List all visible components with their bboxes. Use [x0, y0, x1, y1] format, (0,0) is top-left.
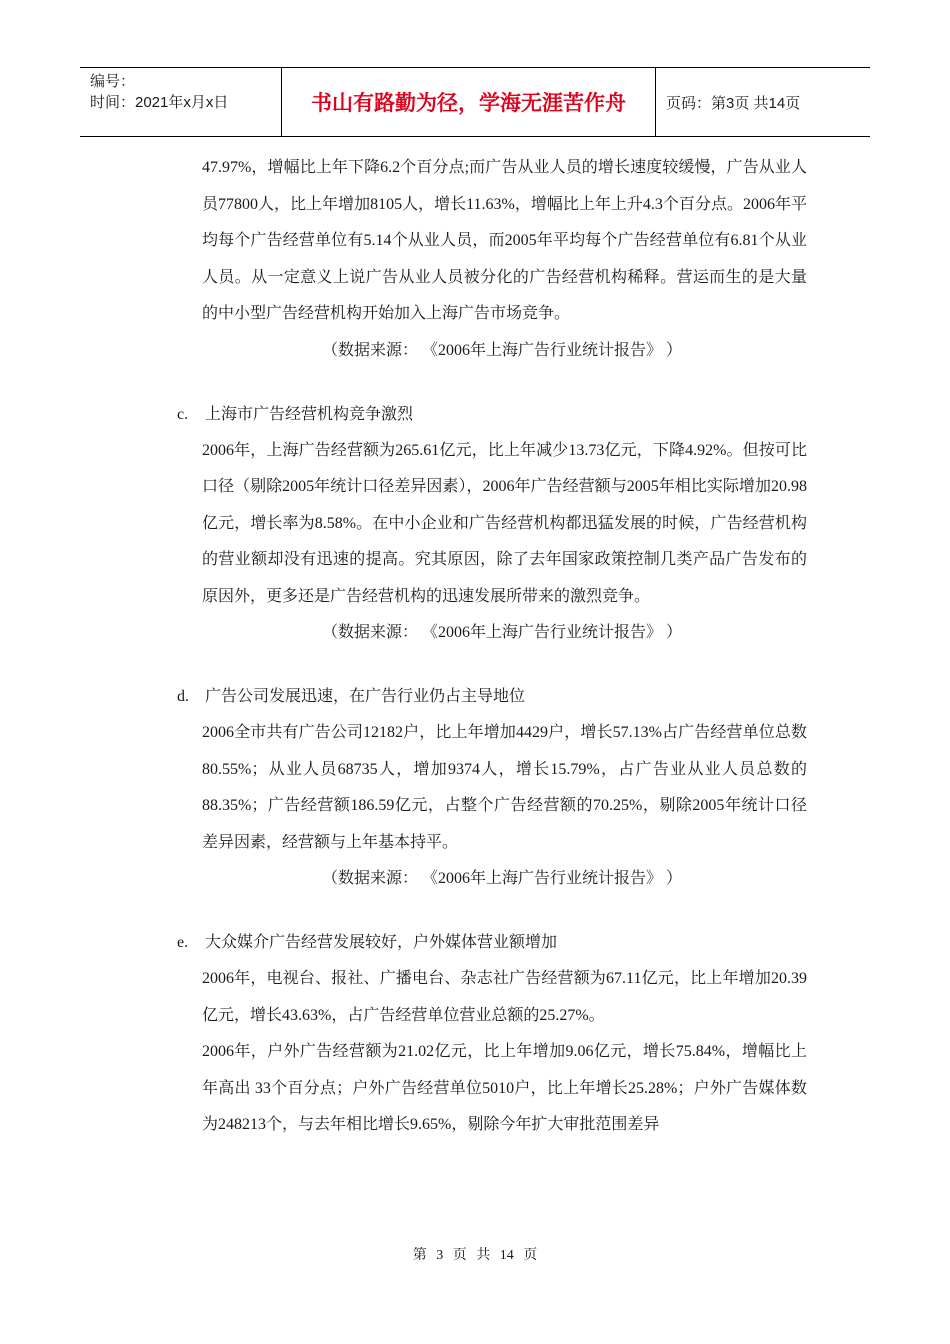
data-source-note: （数据来源： 《2006年上海广告行业统计报告》 ） [322, 624, 683, 641]
page-footer [0, 1244, 950, 1264]
section-marker: c. [177, 405, 189, 423]
footer-di: 第 [412, 1248, 427, 1263]
paragraph-outdoor-media: 2006年，户外广告经营额为21.02亿元，比上年增加9.06亿元，增长75.84%，增幅比上年高出 33个百分点；户外广告经营单位5010户，比上年增长25.28%；户外广告媒体数为248213个，与去年相比增长9.65%，剔除今年扩大审批范围差异 [202, 1043, 807, 1133]
footer-gong: 共 [476, 1248, 491, 1263]
header-meta [80, 68, 282, 136]
page-header [80, 67, 870, 137]
section-title: 大众媒介广告经营发展较好，户外媒体营业额增加 [205, 934, 558, 951]
paragraph-staff: 47.97%，增幅比上年下降6.2个百分点;而广告从业人员的增长速度较缓慢，广告从业人员77800人，比上年增加8105人，增长11.63%，增幅比上年上升4.3个百分点。2006年平均每个广告经营单位有5.14个从业人员，而2005年平均每个广告经营单位有6.81个从业人员。从一定意义上说广告从业人员被分化的广告经营机构稀释。营运而生的是大量的中小型广告经营机构开始加入上海广告市场竞争。 [202, 159, 807, 322]
paragraph-ad-companies: 2006全市共有广告公司12182户，比上年增加4429户，增长57.13%占广告经营单位总数80.55%；从业人员68735人，增加9374人，增长15.79%，占广告业从业人员总数的88.35%；广告经营额186.59亿元，占整个广告经营额的70.25%，剔除2005年统计口径差异因素，经营额与上年基本持平。 [202, 724, 807, 851]
footer-ye2: 页 [523, 1248, 538, 1263]
data-source-note: （数据来源： 《2006年上海广告行业统计报告》 ） [322, 870, 683, 887]
data-source-note: （数据来源： 《2006年上海广告行业统计报告》 ） [322, 341, 683, 359]
section-title: 广告公司发展迅速，在广告行业仍占主导地位 [205, 688, 526, 705]
footer-ye: 页 [452, 1248, 467, 1263]
section-heading-d [177, 679, 950, 715]
section-heading-e [177, 925, 950, 961]
section-marker: d. [177, 688, 189, 705]
section-title: 上海市广告经营机构竞争激烈 [205, 405, 414, 423]
paragraph-competition: 2006年，上海广告经营额为265.61亿元，比上年减少13.73亿元，下降4.92%。但按可比口径（剔除2005年统计口径差异因素），2006年广告经营额与2005年相比实际增加20.98亿元，增长率为8.58%。在中小企业和广告经营机构都迅猛发展的时候，广告经营机构的营业额却没有迅速的提高。究其原因，除了去年国家政策控制几类产品广告发布的原因外，更多还是广告经营机构的迅速发展所带来的激烈竞争。 [202, 441, 807, 605]
header-page-info: 页码：第3页 共14页 [666, 94, 801, 112]
section-marker: e. [177, 934, 189, 951]
footer-total-pages: 14 [499, 1248, 514, 1263]
document-body [0, 150, 950, 1144]
header-motto: 书山有路勤为径，学海无涯苦作舟 [282, 68, 656, 136]
section-heading-c [177, 397, 950, 433]
paragraph-mass-media: 2006年，电视台、报社、广播电台、杂志社广告经营额为67.11亿元，比上年增加20.39亿元，增长43.63%，占广告经营单位营业总额的25.27%。 [202, 970, 807, 1024]
footer-page-number: 3 [436, 1248, 444, 1263]
time-label: 时间：2021年x月x日 [90, 94, 229, 111]
number-label: 编号： [90, 73, 136, 90]
